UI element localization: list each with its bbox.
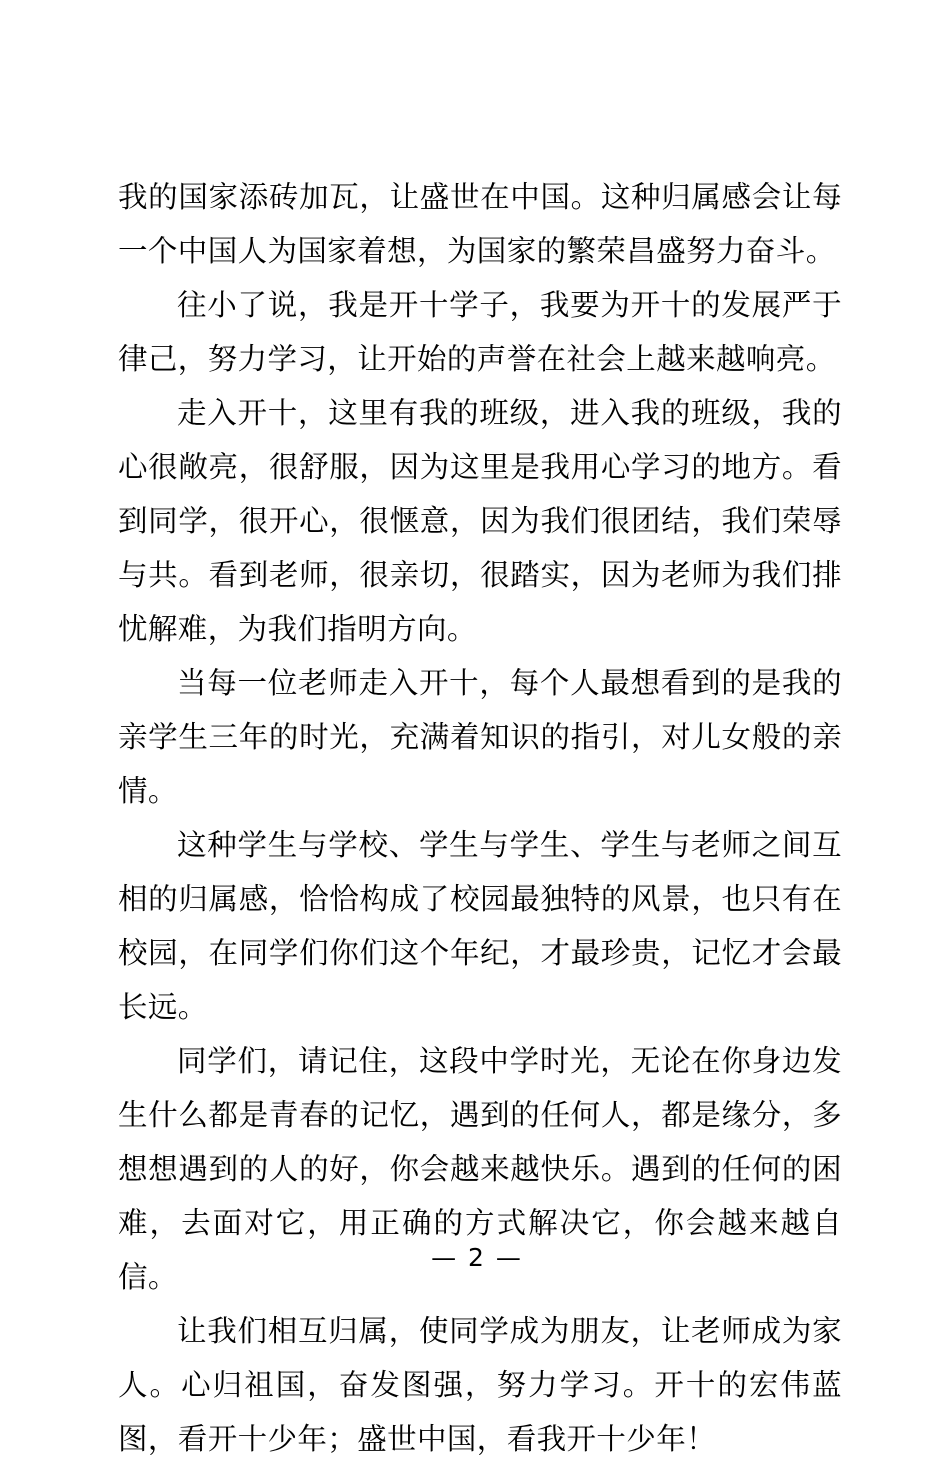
page-number: — 2 — — [431, 1243, 523, 1272]
paragraph-2: 往小了说，我是开十学子，我要为开十的发展严于律己，努力学习，让开始的声誉在社会上越来越响亮。 — [118, 288, 842, 376]
paragraph-4: 当每一位老师走入开十，每个人最想看到的是我的亲学生三年的时光，充满着知识的指引，对儿女般的亲情。 — [118, 666, 842, 808]
paragraph-6: 同学们，请记住，这段中学时光，无论在你身边发生什么都是青春的记忆，遇到的任何人，都是缘分，多想想遇到的人的好，你会越来越快乐。遇到的任何的困难，去面对它，用正确的方式解决它，你会越来越自信。 — [118, 1044, 842, 1294]
paragraph-3: 走入开十，这里有我的班级，进入我的班级，我的心很敞亮，很舒服，因为这里是我用心学习的地方。看到同学，很开心，很惬意，因为我们很团结，我们荣辱与共。看到老师，很亲切，很踏实，因为老师为我们排忧解难，为我们指明方向。 — [118, 396, 842, 646]
page-footer — [0, 1243, 950, 1272]
paragraph-7: 让我们相互归属，使同学成为朋友，让老师成为家人。心归祖国，奋发图强，努力学习。开十的宏伟蓝图，看开十少年；盛世中国，看我开十少年！ — [118, 1314, 842, 1456]
paragraph-5: 这种学生与学校、学生与学生、学生与老师之间互相的归属感，恰恰构成了校园最独特的风景，也只有在校园，在同学们你们这个年纪，才最珍贵，记忆才会最长远。 — [118, 828, 842, 1024]
paragraph-1: 我的国家添砖加瓦，让盛世在中国。这种归属感会让每一个中国人为国家着想，为国家的繁荣昌盛努力奋斗。 — [118, 180, 842, 268]
